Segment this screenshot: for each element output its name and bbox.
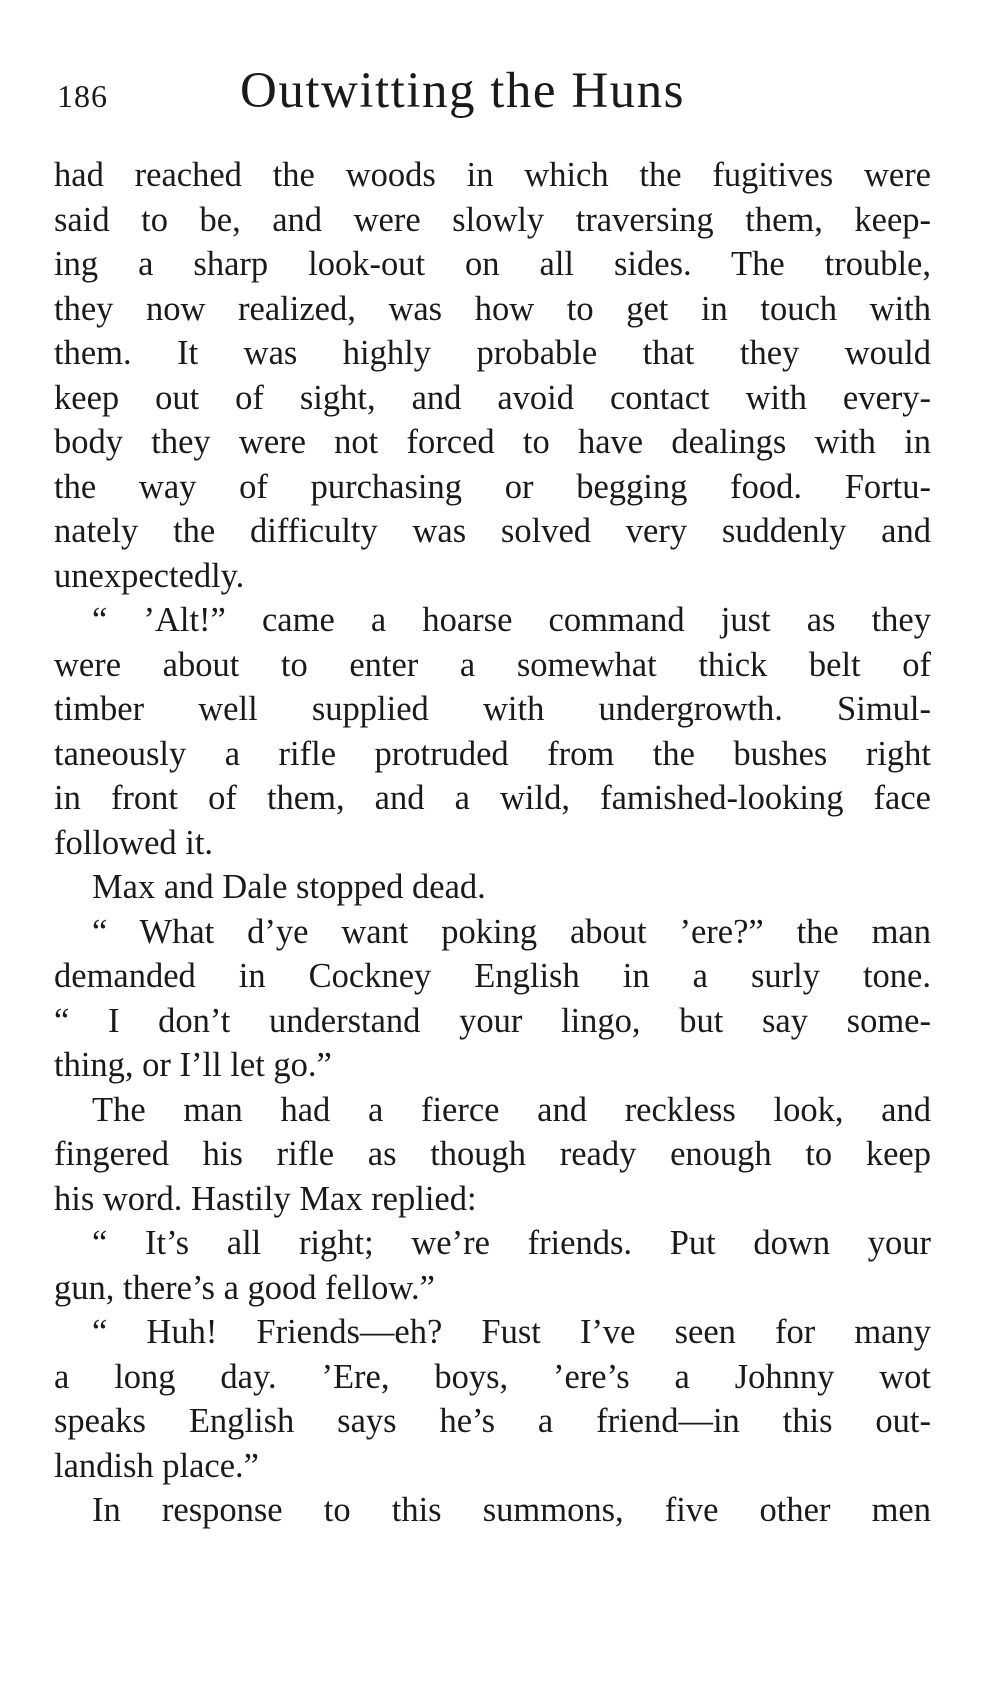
text-line: The man had a fierce and reckless look, and [92,1090,931,1129]
body-text [54,153,931,1533]
text-line: In response to this summons, five other men [92,1491,931,1529]
text-line: “ ’Alt!” came a hoarse command just as they [92,601,931,639]
paragraph [54,1488,931,1533]
page-number: 186 [57,78,108,114]
text-line: demanded in Cockney English in a surly tone. [54,957,931,995]
paragraph [54,153,931,598]
text-line: “ What d’ye want poking about ’ere?” the man [92,912,931,951]
text-line: nately the difficulty was solved very suddenly and [54,512,931,550]
text-line: landish place.” [54,1446,259,1485]
text-line: followed it. [54,823,214,862]
text-line: said to be, and were slowly traversing them, keep- [54,200,931,239]
text-line: they now realized, was how to get in touch with [54,289,931,328]
text-line: the way of purchasing or begging food. Fortu- [54,467,931,506]
text-line: a long day. ’Ere, boys, ’ere’s a Johnny wot [54,1357,931,1396]
paragraph [54,598,931,865]
text-line: “ I don’t understand your lingo, but say some- [54,1001,931,1040]
text-line: them. It was highly probable that they would [54,334,931,372]
paragraph [54,1310,931,1488]
text-line: his word. Hastily Max replied: [54,1179,477,1218]
text-line: thing, or I’ll let go.” [54,1046,332,1084]
text-line: had reached the woods in which the fugitives were [54,156,931,194]
text-line: fingered his rifle as though ready enough to keep [54,1135,931,1173]
text-line: “ Huh! Friends—eh? Fust I’ve seen for many [92,1313,931,1351]
text-line: keep out of sight, and avoid contact with every- [54,378,931,417]
text-line: gun, there’s a good fellow.” [54,1268,435,1307]
text-line: were about to enter a somewhat thick belt of [54,645,931,684]
text-line: Max and Dale stopped dead. [92,868,486,906]
running-title: Outwitting the Huns [240,63,685,119]
page-header [57,62,930,132]
text-line: speaks English says he’s a friend—in this out- [54,1402,931,1440]
text-line: unexpectedly. [54,556,245,595]
text-line: in front of them, and a wild, famished-looking face [54,779,931,817]
text-line: ing a sharp look-out on all sides. The trouble, [54,245,931,283]
paragraph [54,910,931,1088]
text-line: taneously a rifle protruded from the bushes right [54,734,931,773]
text-line: “ It’s all right; we’re friends. Put down your [92,1224,931,1262]
text-line: body they were not forced to have dealings with in [54,423,931,461]
paragraph [54,1221,931,1310]
paragraph [54,1088,931,1222]
paragraph [54,865,931,910]
text-line: timber well supplied with undergrowth. Simul- [54,690,931,728]
